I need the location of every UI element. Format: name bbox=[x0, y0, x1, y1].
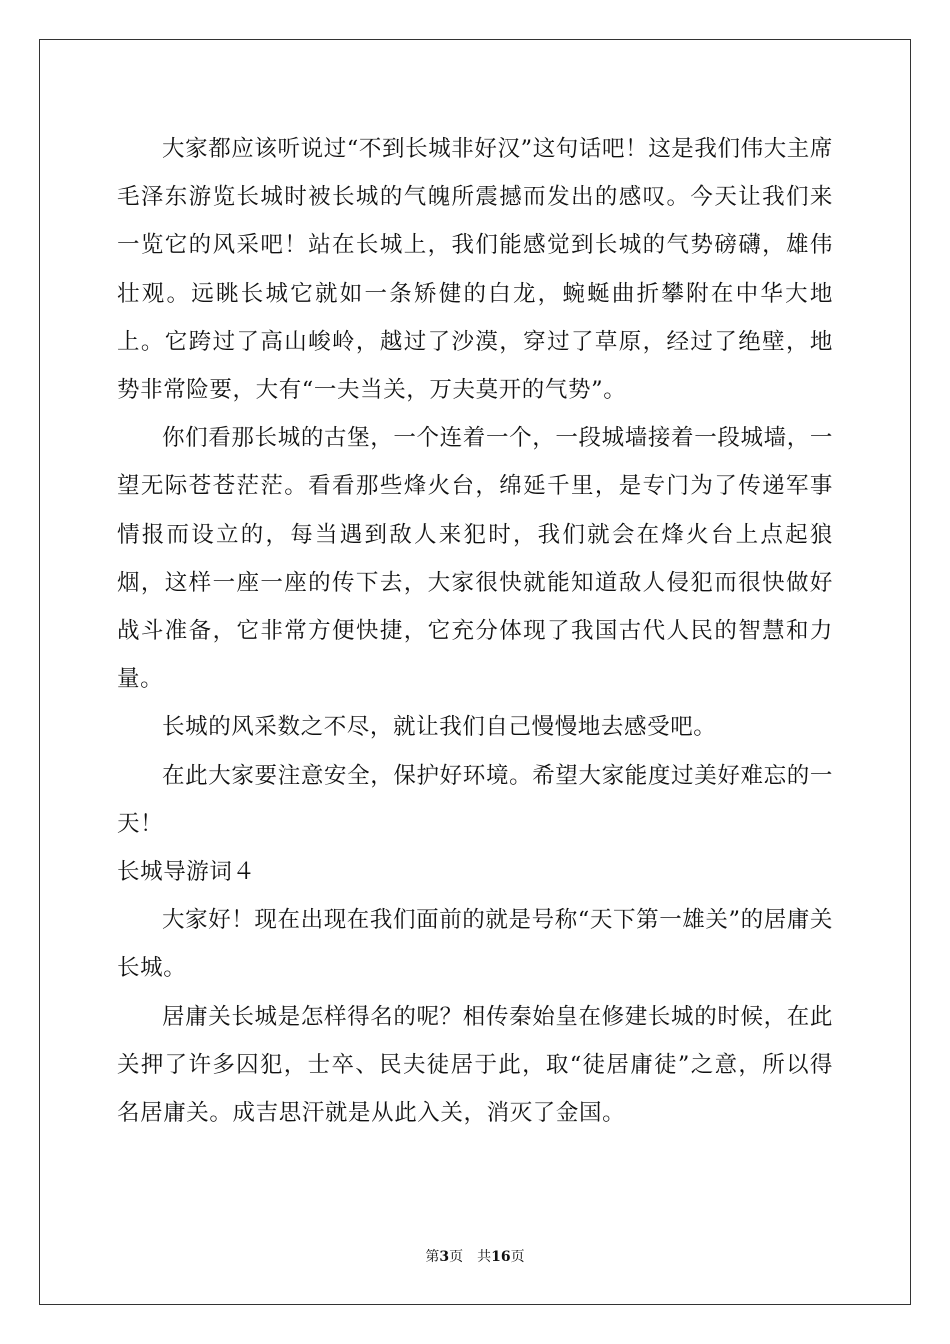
page-footer bbox=[0, 1248, 950, 1266]
paragraph: 大家好！现在出现在我们面前的就是号称“天下第一雄关”的居庸关长城。 bbox=[117, 907, 834, 982]
paragraph: 大家都应该听说过“不到长城非好汉”这句话吧！这是我们伟大主席毛泽东游览长城时被长城的气魄所震撼而发出的感叹。今天让我们来一览它的风采吧！站在长城上，我们能感觉到长城的气势磅礴，雄伟壮观。远眺长城它就如一条矫健的白龙，蜿蜒曲折攀附在中华大地上。它跨过了高山峻岭，越过了沙漠，穿过了草原，经过了绝壁，地势非常险要，大有“一夫当关，万夫莫开的气势”。 bbox=[117, 136, 834, 404]
page-prefix: 第 bbox=[425, 1249, 440, 1265]
total-prefix: 共 bbox=[477, 1249, 492, 1265]
total-suffix: 页 bbox=[510, 1249, 525, 1265]
page-total: 16 bbox=[491, 1249, 511, 1265]
paragraph: 你们看那长城的古堡，一个连着一个，一段城墙接着一段城墙，一望无际苍苍茫茫。看看那些烽火台，绵延千里，是专门为了传递军事情报而设立的，每当遇到敌人来犯时，我们就会在烽火台上点起狼烟，这样一座一座的传下去，大家很快就能知道敌人侵犯而很快做好战斗准备，它非常方便快捷，它充分体现了我国古代人民的智慧和力量。 bbox=[117, 425, 833, 693]
section-heading: 长城导游词４ bbox=[117, 859, 256, 886]
page-current: 3 bbox=[439, 1249, 450, 1265]
paragraph: 长城的风采数之不尽，就让我们自己慢慢地去感受吧。 bbox=[162, 714, 717, 741]
paragraph: 居庸关长城是怎样得名的呢？相传秦始皇在修建长城的时候，在此关押了许多囚犯，士卒、民夫徒居于此，取“徒居庸徒”之意，所以得名居庸关。成吉思汗就是从此入关，消灭了金国。 bbox=[117, 1003, 833, 1127]
document-body bbox=[117, 125, 833, 1137]
paragraph: 在此大家要注意安全，保护好环境。希望大家能度过美好难忘的一天！ bbox=[117, 762, 833, 837]
page-suffix: 页 bbox=[449, 1249, 464, 1265]
